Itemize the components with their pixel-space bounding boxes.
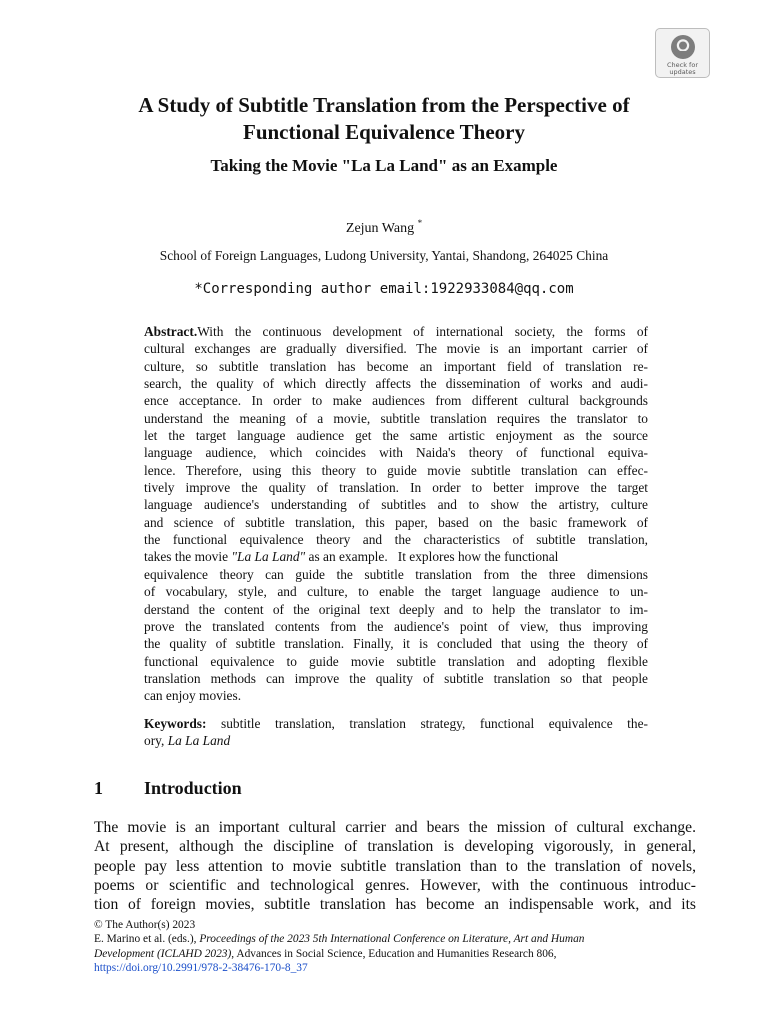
keywords-text: subtitle translation, translation strategy, functional equivalence the- bbox=[206, 716, 648, 731]
abstract-line: the functional equivalence theory and the characteristics of subtitle translation, bbox=[144, 532, 648, 548]
intro-line: The movie is an important cultural carrier and bears the mission of cultural exchange. bbox=[94, 819, 696, 836]
abstract-text: With the continuous development of international society, the forms of bbox=[197, 324, 648, 339]
citation-line bbox=[94, 932, 714, 946]
abstract-line: prove the translated contents from the audience's point of view, thus improving bbox=[144, 618, 648, 634]
section-heading bbox=[94, 777, 242, 799]
copyright: © The Author(s) 2023 bbox=[94, 919, 196, 931]
abstract-line: cultural exchanges are gradually diversified. The movie is an important carrier of bbox=[144, 341, 648, 357]
doi-link[interactable]: https://doi.org/10.2991/978-2-38476-170-8_37 bbox=[94, 961, 308, 974]
abstract-line: of vocabulary, style, and culture, to enable the target language audience to un- bbox=[144, 584, 648, 600]
keywords-text: ory, bbox=[144, 733, 168, 749]
title-line-1: A Study of Subtitle Translation from the Perspective of bbox=[138, 93, 630, 117]
check-for-updates-icon bbox=[669, 33, 697, 61]
section-title: Introduction bbox=[144, 778, 242, 798]
paper-title bbox=[40, 92, 728, 146]
introduction-paragraph bbox=[94, 818, 696, 914]
author-line bbox=[0, 214, 768, 238]
proceedings-title: Proceedings of the 2023 5th International Conference on Literature, Art and Human bbox=[199, 933, 585, 946]
abstract-text: takes the movie bbox=[144, 549, 232, 565]
abstract-line: understand the meaning of a movie, subtitle translation requires the translator to bbox=[144, 410, 648, 426]
corresponding-email[interactable]: *Corresponding author email:1922933084@qq.com bbox=[194, 281, 574, 297]
movie-title: "La La Land" bbox=[231, 549, 306, 565]
keywords-line bbox=[144, 732, 648, 749]
abstract-line: functional equivalence to guide movie subtitle translation and adopting flexible bbox=[144, 653, 648, 669]
paper-subtitle: Taking the Movie "La La Land" as an Example bbox=[210, 156, 558, 175]
series: , Advances in Social Science, Education and Humanities Research 806, bbox=[231, 947, 557, 960]
abstract-line: and science of subtitle translation, this paper, based on the basic framework of bbox=[144, 514, 648, 530]
abstract-text: as an example. It explores how the functional bbox=[305, 549, 559, 565]
abstract-label: Abstract. bbox=[144, 324, 198, 339]
proceedings-title-cont: Development (ICLAHD 2023) bbox=[94, 947, 232, 960]
affiliation: School of Foreign Languages, Ludong University, Yantai, Shandong, 264025 China bbox=[159, 248, 609, 263]
abstract-line bbox=[144, 548, 648, 565]
editors: E. Marino et al. (eds.), bbox=[94, 933, 200, 946]
check-for-updates-badge[interactable] bbox=[655, 28, 710, 78]
abstract-line: search, the quality of which directly affects the dissemination of works and audi- bbox=[144, 376, 648, 392]
author-name: Zejun Wang bbox=[345, 221, 415, 236]
footer-citation bbox=[94, 918, 714, 975]
corresponding-mark: * bbox=[417, 218, 423, 228]
badge-label-line1: Check for bbox=[667, 61, 698, 69]
badge-label-line2: updates bbox=[669, 68, 696, 76]
abstract-line: tively improve the quality of translation. In order to better improve the target bbox=[144, 480, 648, 496]
keywords bbox=[144, 715, 648, 750]
abstract-line: derstand the content of the original text deeply and to help the translator to im- bbox=[144, 601, 648, 617]
citation-line bbox=[94, 947, 714, 961]
abstract-line bbox=[144, 323, 648, 340]
intro-line: poems or scientific and technological genres. However, with the continuous introduc- bbox=[94, 876, 696, 894]
abstract-line: language audience's understanding of subtitles and to show the artistry, culture bbox=[144, 497, 648, 513]
title-line-2: Functional Equivalence Theory bbox=[243, 120, 525, 144]
abstract-line: culture, so subtitle translation has become an important field of translation re- bbox=[144, 358, 648, 374]
keywords-label: Keywords: bbox=[144, 716, 207, 731]
badge-label bbox=[658, 62, 708, 76]
intro-line: At present, although the discipline of translation is developing vigorously, in general, bbox=[94, 838, 696, 856]
abstract-line: translation methods can improve the quality of subtitle translation so that people bbox=[144, 670, 648, 686]
intro-line: people pay less attention to movie subtitle translation than to the translation of novels, bbox=[94, 857, 696, 875]
abstract-line: ence acceptance. In order to make audiences from different cultural backgrounds bbox=[144, 393, 648, 409]
abstract-line: let the target language audience get the same artistic enjoyment as the source bbox=[144, 428, 648, 444]
abstract-line: can enjoy movies. bbox=[144, 688, 242, 704]
abstract-line: the quality of subtitle translation. Finally, it is concluded that using the theory of bbox=[144, 636, 648, 652]
abstract-line: lence. Therefore, using this theory to guide movie subtitle translation can effec- bbox=[144, 462, 648, 478]
abstract-line: language audience, which coincides with Naida's theory of functional equiva- bbox=[144, 445, 648, 461]
keywords-line bbox=[144, 715, 648, 732]
section-number: 1 bbox=[94, 778, 103, 798]
keyword-movie-title: La La Land bbox=[167, 733, 231, 749]
intro-line: tion of foreign movies, subtitle translation has become an indispensable work, and its bbox=[94, 896, 696, 914]
abstract-line: equivalence theory can guide the subtitle translation from the three dimensions bbox=[144, 566, 648, 582]
abstract bbox=[144, 323, 648, 705]
